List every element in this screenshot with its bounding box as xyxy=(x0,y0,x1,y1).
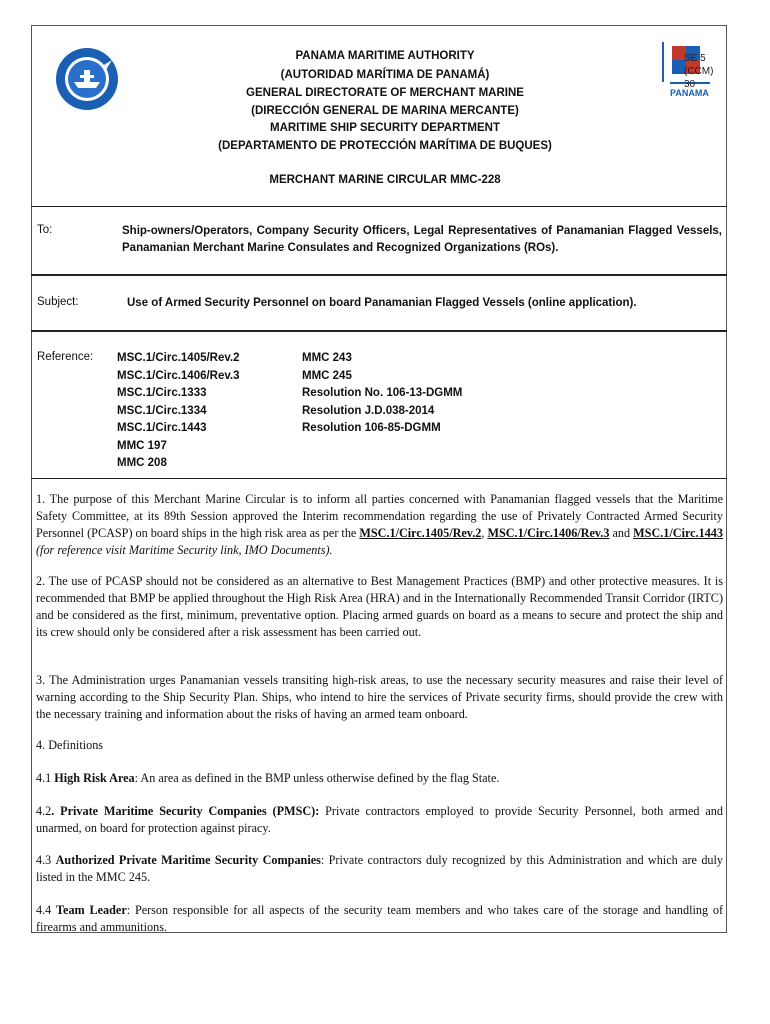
definition-number: 4.1 xyxy=(36,771,55,785)
reference-item: MSC.1/Circ.1333 xyxy=(117,387,207,399)
definition-number: 4.3 xyxy=(36,853,56,867)
reference-link[interactable]: MSC.1/Circ.1443 xyxy=(633,526,723,540)
reference-label: Reference: xyxy=(37,351,94,363)
circular-title: MERCHANT MARINE CIRCULAR MMC-228 xyxy=(269,174,501,186)
reference-link[interactable]: MSC.1/Circ.1405/Rev.2 xyxy=(359,526,482,540)
stamp-line: (CCM) xyxy=(684,66,714,77)
definition-text: : Private contractors duly recognized by this Administration and which are duly listed in the MMC 245. xyxy=(36,853,723,884)
reference-item: Resolution No. 106-13-DGMM xyxy=(302,387,463,399)
header-line: PANAMA MARITIME AUTHORITY xyxy=(295,50,475,62)
definition-4-3 xyxy=(36,852,723,886)
stamp-line: 30 xyxy=(684,79,696,90)
right-logo-caption: PANAMA xyxy=(670,88,709,98)
reference-link[interactable]: MSC.1/Circ.1406/Rev.3 xyxy=(487,526,610,540)
subject-text: Use of Armed Security Personnel on board Panamanian Flagged Vessels (online application). xyxy=(127,297,637,309)
definition-text: : An area as defined in the BMP unless otherwise defined by the flag State. xyxy=(134,771,500,785)
header-line: (DEPARTAMENTO DE PROTECCIÓN MARÍTIMA DE BUQUES) xyxy=(218,140,552,152)
definition-term: . Private Maritime Security Companies (PMSC): xyxy=(51,804,320,818)
divider xyxy=(31,206,727,207)
reference-item: Resolution 106-85-DGMM xyxy=(302,422,441,434)
to-recipients: Ship-owners/Operators, Company Security Officers, Legal Representatives of Panamanian Flagged Vessels, Panamanian Merchant Marine Consulates and Recognized Organizations (ROs). xyxy=(122,225,722,254)
definition-number: 4.4 xyxy=(36,903,57,917)
divider xyxy=(31,330,727,332)
reference-item: Resolution J.D.038-2014 xyxy=(302,404,435,417)
definitions-heading: 4. Definitions xyxy=(36,738,104,752)
definition-term: Team Leader xyxy=(56,903,127,917)
definition-term: Authorized Private Maritime Security Companies xyxy=(55,853,321,867)
reference-item: MMC 243 xyxy=(302,352,352,364)
definition-4-1 xyxy=(36,770,723,787)
reference-item: MSC.1/Circ.1406/Rev.3 xyxy=(117,369,240,382)
definition-4-4 xyxy=(36,902,723,936)
separator: and xyxy=(609,526,634,540)
document-frame xyxy=(31,25,727,933)
divider xyxy=(31,274,727,276)
reference-item: MMC 245 xyxy=(302,369,352,382)
stamp-line: SE 5 xyxy=(684,53,706,64)
definition-term: High Risk Area xyxy=(54,771,135,785)
divider xyxy=(31,478,727,479)
definition-4-2 xyxy=(36,803,723,837)
definition-number: 4.2 xyxy=(36,804,52,818)
paragraph-text: 1. The purpose of this Merchant Marine Circular is to inform all parties concerned with Panamanian flagged vessels that the Maritime Safety Committee, at its 89th Session approved the Interim recommendation regarding the use of Privately Contracted Armed Security Personnel (PCASP) on board ships in the high risk area as per the xyxy=(36,492,723,540)
definition-text: Private contractors employed to provide Security Personnel, both armed and unarmed, on board for protection against piracy. xyxy=(36,804,723,835)
reference-item: MSC.1/Circ.1334 xyxy=(117,404,207,417)
reference-item: MMC 197 xyxy=(117,439,167,452)
paragraph-1 xyxy=(36,491,723,559)
header-line: MARITIME SHIP SECURITY DEPARTMENT xyxy=(269,122,501,134)
paragraph-3: 3. The Administration urges Panamanian vessels transiting high-risk areas, to use the necessary security measures and raise their level of warning according to the Ship Security Plan. Ships, who intend to hire the services of Private security firms, should provide the crew with the necessary training and information about the risks of having an armed team onboard. xyxy=(36,673,723,721)
paragraph-2: 2. The use of PCASP should not be considered as an alternative to Best Management Practices (BMP) and other protective measures. It is recommended that BMP be applied throughout the High Risk Area (HRA) and in the Internationally Recommended Transit Corridor (IRTC) and be considered as the first, minimum, preventative option. Placing armed guards on board as a means to secure and protect the ship and its crew should only be considered after a risk assessment has been carried out. xyxy=(36,574,723,639)
definition-text: : Person responsible for all aspects of the security team members and who takes care of the storage and handling of firearms and ammunitions. xyxy=(36,903,724,934)
reference-item: MSC.1/Circ.1405/Rev.2 xyxy=(117,352,240,364)
subject-label: Subject: xyxy=(37,296,79,308)
reference-note: (for reference visit Maritime Security link, IMO Documents). xyxy=(36,543,333,557)
reference-item: MSC.1/Circ.1443 xyxy=(117,422,207,434)
reference-list-right xyxy=(302,350,462,438)
header-line: (AUTORIDAD MARÍTIMA DE PANAMÁ) xyxy=(280,69,490,81)
separator: , xyxy=(481,526,488,540)
to-label: To: xyxy=(37,224,53,236)
header-line: (DIRECCIÓN GENERAL DE MARINA MERCANTE) xyxy=(251,105,519,117)
reference-list-left xyxy=(117,350,240,473)
reference-item: MMC 208 xyxy=(117,457,167,469)
header-line: GENERAL DIRECTORATE OF MERCHANT MARINE xyxy=(246,87,524,99)
